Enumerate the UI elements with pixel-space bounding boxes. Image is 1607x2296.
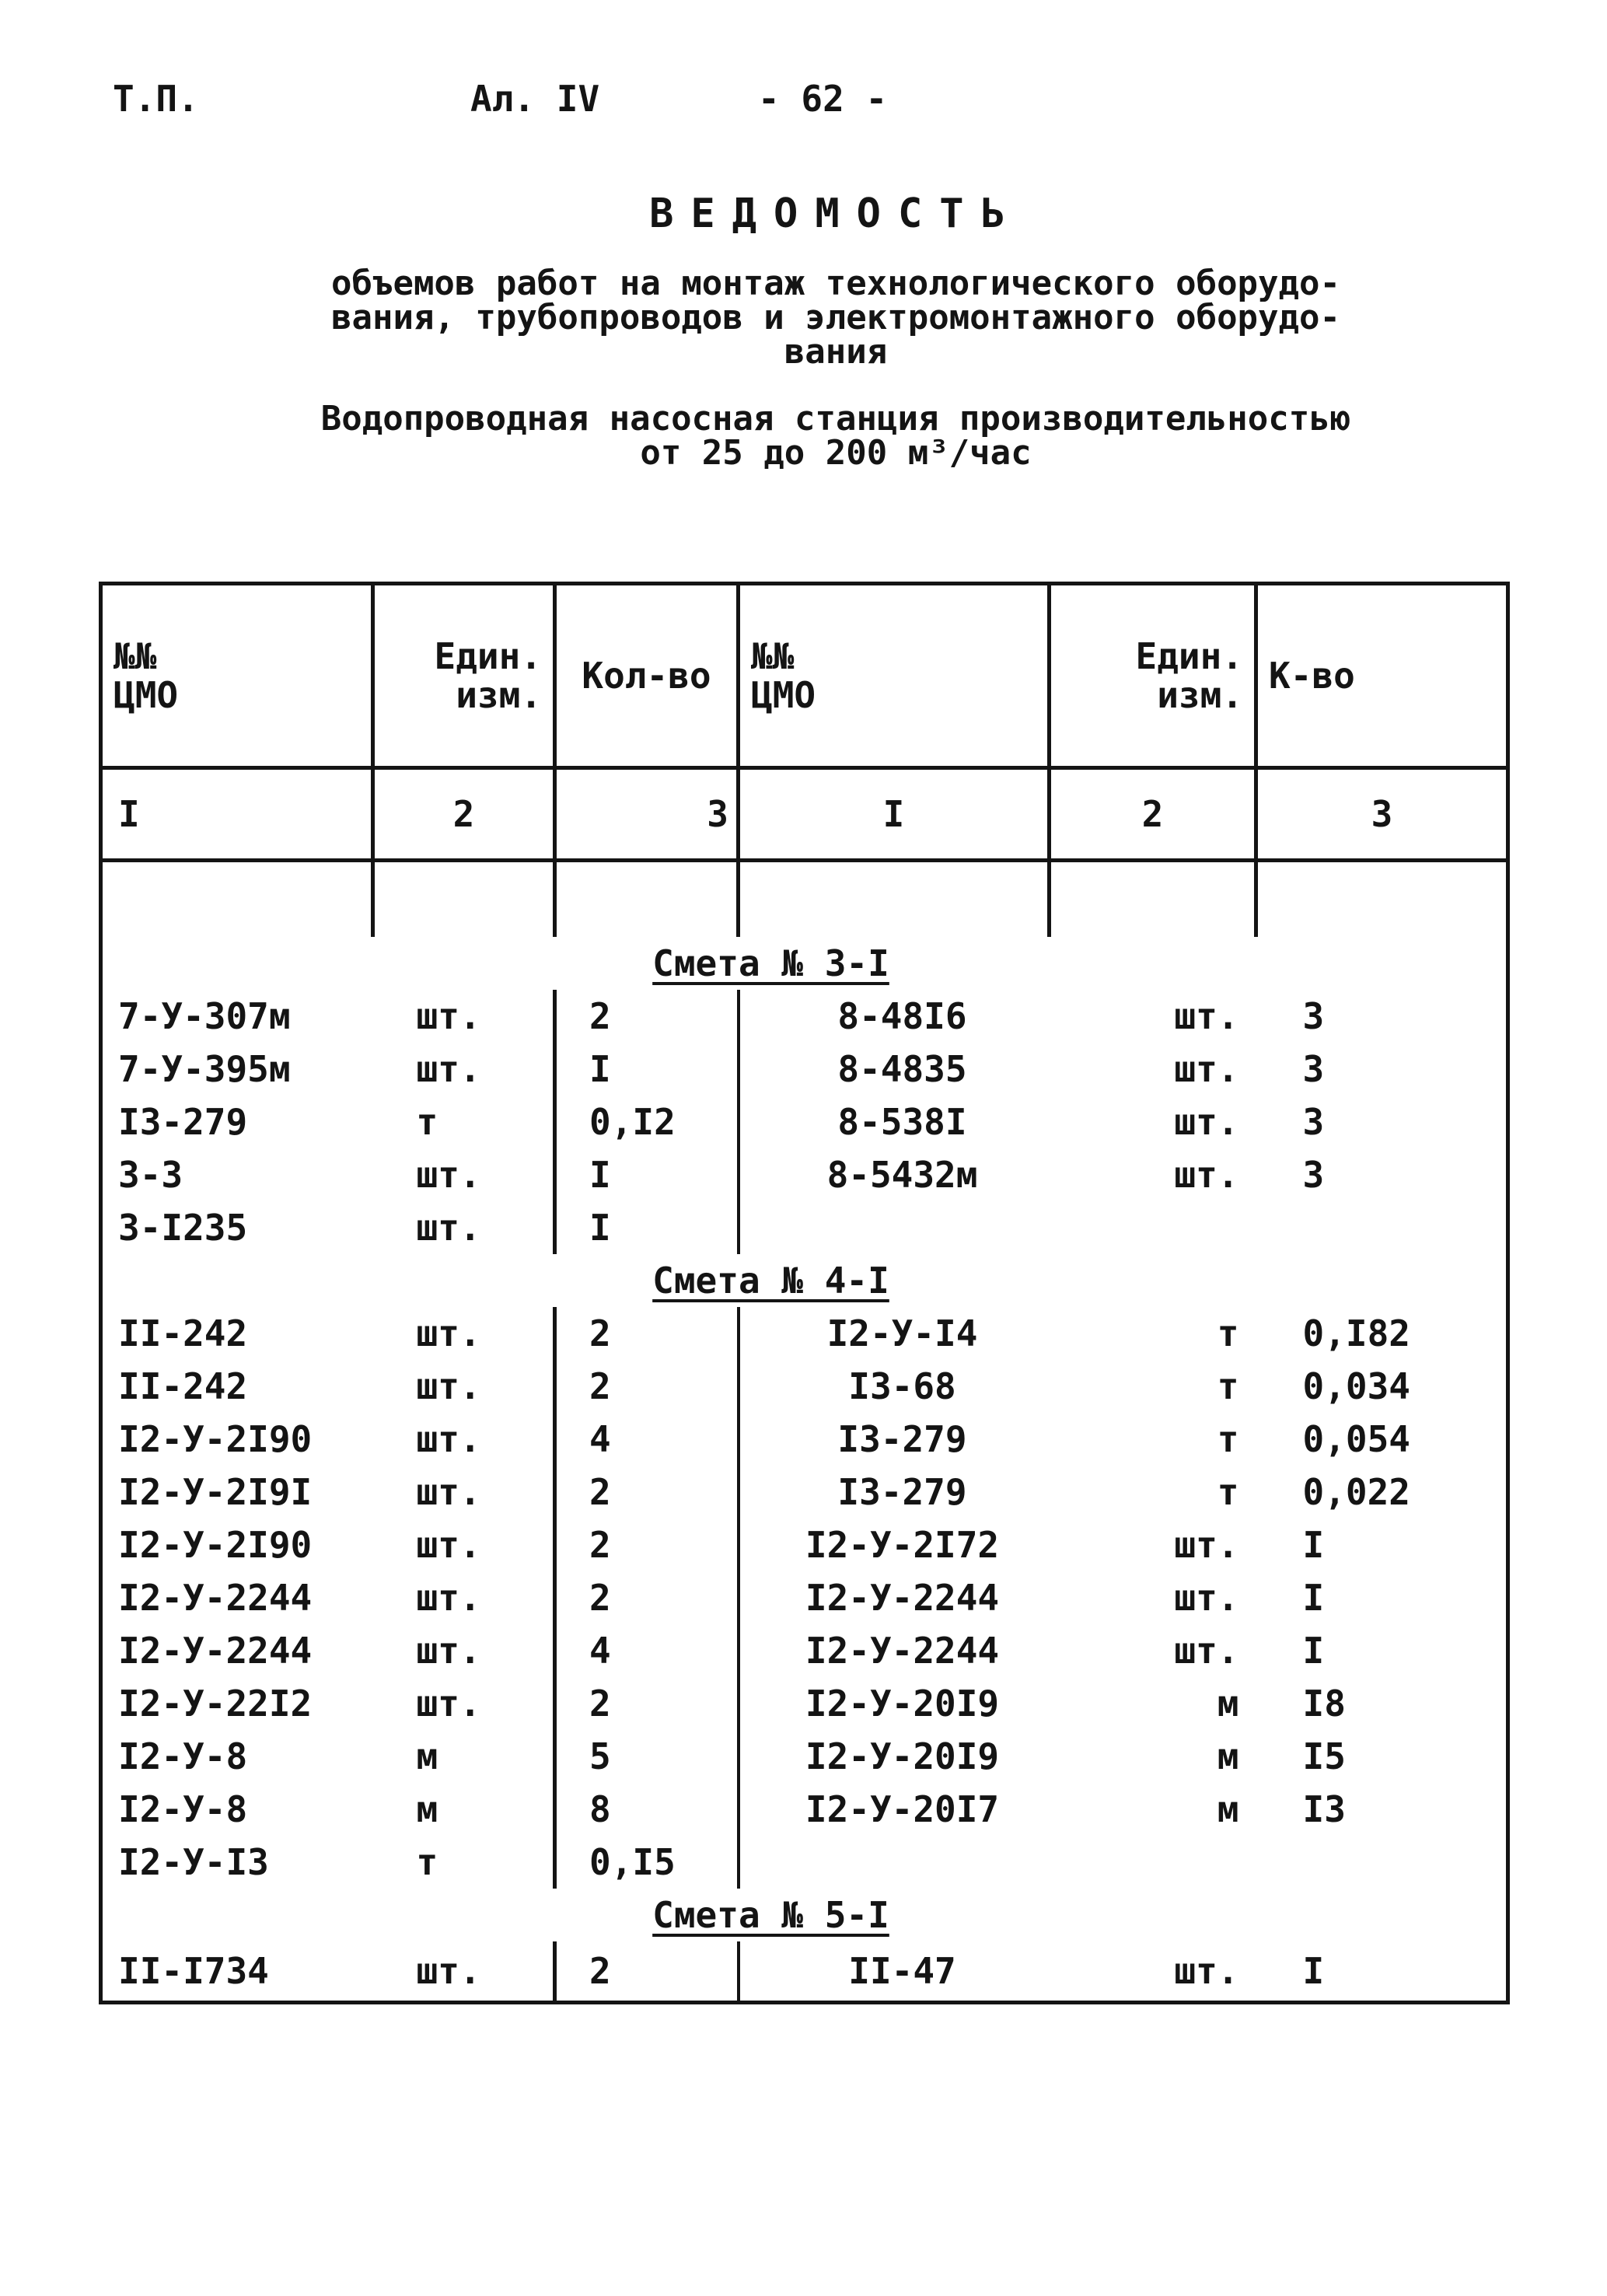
row-qty-right: I8 [1256, 1677, 1508, 1730]
table-row [101, 1466, 1508, 1518]
table-row [101, 1941, 1508, 2003]
row-qty-right: I [1256, 1518, 1508, 1571]
column-number: 3 [555, 768, 739, 861]
blank-cell [373, 861, 555, 938]
blank-cell [1050, 861, 1256, 938]
blank-cell [373, 937, 555, 990]
row-qty: 4 [555, 1413, 739, 1466]
subtitle-line: вания [784, 332, 888, 372]
table-row [101, 1836, 1508, 1889]
row-unit-right [1050, 1201, 1256, 1254]
column-number: I [101, 768, 373, 861]
section-title-row [101, 937, 1508, 990]
header-unit-right [1050, 584, 1256, 768]
blank-cell [1050, 1889, 1256, 1941]
blank-cell [373, 1254, 555, 1307]
blank-cell [101, 937, 373, 990]
row-unit-right: м [1217, 1788, 1239, 1830]
row-unit-right [1050, 1836, 1256, 1889]
album-number: Ал. IV [470, 78, 600, 120]
works-volume-table [99, 582, 1510, 2004]
row-code: 3-I235 [101, 1201, 373, 1254]
row-unit-right: т [1217, 1365, 1239, 1407]
row-unit: шт. [416, 1577, 481, 1619]
row-qty: 2 [555, 1307, 739, 1360]
table-row [101, 990, 1508, 1043]
row-qty-right: 0,034 [1256, 1360, 1508, 1413]
row-code-right: 8-48I6 [837, 995, 967, 1037]
blank-cell [1256, 937, 1508, 990]
header-code-right [739, 584, 1050, 768]
row-qty: 8 [555, 1783, 739, 1836]
header-label-line: №№ [751, 635, 795, 677]
blank-cell [1256, 1254, 1508, 1307]
row-unit: шт. [416, 1471, 481, 1513]
table-row [101, 1624, 1508, 1677]
row-qty-right: 0,022 [1256, 1466, 1508, 1518]
header-label-line: Един. [1135, 635, 1243, 677]
row-unit-right: шт. [1174, 995, 1239, 1037]
header-code [101, 584, 373, 768]
row-qty: 4 [555, 1624, 739, 1677]
row-qty-right: 3 [1256, 990, 1508, 1043]
row-unit: м [416, 1788, 438, 1830]
subtitle-line: вания, трубопроводов и электромонтажного оборудо- [330, 298, 1341, 337]
estimate-title: Смета № 5-I [652, 1894, 889, 1936]
section-title-row [101, 1254, 1508, 1307]
row-unit: шт. [416, 1630, 481, 1672]
row-qty: 5 [555, 1730, 739, 1783]
row-qty: 2 [555, 1571, 739, 1624]
row-unit-right: шт. [1174, 1048, 1239, 1090]
blank-cell [101, 1889, 373, 1941]
column-number: 2 [1050, 768, 1256, 861]
header-label-line: изм. [1157, 674, 1243, 716]
row-qty: 2 [555, 990, 739, 1043]
row-code-right: I2-У-20I9 [805, 1683, 1000, 1725]
blank-cell [101, 1254, 373, 1307]
row-unit: шт. [416, 1312, 481, 1354]
row-code: I2-У-2I90 [101, 1413, 373, 1466]
row-code: I2-У-2244 [101, 1571, 373, 1624]
row-code-right [739, 1836, 1050, 1889]
row-code-right: I2-У-20I9 [805, 1735, 1000, 1777]
row-code-right [739, 1201, 1050, 1254]
row-code: 7-У-307м [101, 990, 373, 1043]
header-label-line: ЦМО [751, 674, 816, 716]
column-number: 3 [1256, 768, 1508, 861]
row-unit: шт. [416, 1524, 481, 1566]
row-qty: I [555, 1148, 739, 1201]
row-code: I3-279 [101, 1096, 373, 1148]
section-title [555, 1889, 1050, 1941]
row-unit: т [416, 1101, 438, 1143]
table-row [101, 1096, 1508, 1148]
row-code: I2-У-8 [101, 1730, 373, 1783]
row-unit: м [416, 1735, 438, 1777]
row-code-right: I3-68 [848, 1365, 956, 1407]
row-unit: шт. [373, 1941, 555, 2003]
table-header-row [101, 584, 1508, 768]
row-unit-right: шт. [1174, 1154, 1239, 1196]
row-unit: шт. [416, 1207, 481, 1249]
section-title [555, 937, 1050, 990]
row-qty-right: 0,I82 [1256, 1307, 1508, 1360]
row-qty: 0,I2 [555, 1096, 739, 1148]
row-code: II-I734 [101, 1941, 373, 2003]
row-code-right: I3-279 [837, 1471, 967, 1513]
column-number: I [739, 768, 1050, 861]
row-unit-right: т [1217, 1471, 1239, 1513]
row-unit-right: т [1217, 1418, 1239, 1460]
row-code: I2-У-I3 [101, 1836, 373, 1889]
row-unit: шт. [416, 1418, 481, 1460]
row-code-right: I2-У-20I7 [805, 1788, 1000, 1830]
row-code: II-242 [101, 1360, 373, 1413]
series-code: Т.П. [113, 78, 199, 120]
row-qty-right: I [1256, 1941, 1508, 2003]
row-unit-right: м [1217, 1683, 1239, 1725]
row-code-right: I2-У-2I72 [805, 1524, 1000, 1566]
table-body [101, 861, 1508, 2003]
row-qty: 2 [555, 1518, 739, 1571]
row-qty: 0,I5 [555, 1836, 739, 1889]
estimate-title: Смета № 3-I [652, 942, 889, 984]
header-qty-right: К-во [1256, 584, 1508, 768]
section-title-row [101, 1889, 1508, 1941]
row-qty: 2 [555, 1677, 739, 1730]
table-row [101, 1571, 1508, 1624]
station-line: от 25 до 200 м³/час [640, 433, 1032, 473]
row-code-right: II-47 [739, 1941, 1050, 2003]
row-code: 7-У-395м [101, 1043, 373, 1096]
page-header [113, 78, 1046, 140]
row-code-right: I2-У-I4 [826, 1312, 978, 1354]
row-unit: т [416, 1841, 438, 1883]
row-code-right: 8-4835 [837, 1048, 967, 1090]
blank-cell [101, 861, 373, 938]
header-label-line: Един. [434, 635, 542, 677]
header-label-line: изм. [456, 674, 542, 716]
row-code: I2-У-2244 [101, 1624, 373, 1677]
blank-cell [1256, 861, 1508, 938]
page-number: - 62 - [758, 78, 888, 120]
row-unit-right: шт. [1174, 1101, 1239, 1143]
blank-cell [373, 1889, 555, 1941]
blank-cell [555, 861, 739, 938]
table-row [101, 1043, 1508, 1096]
row-qty: I [555, 1201, 739, 1254]
row-code-right: I2-У-2244 [805, 1630, 1000, 1672]
blank-cell [1256, 1889, 1508, 1941]
row-code-right: I2-У-2244 [805, 1577, 1000, 1619]
row-code-right: 8-538I [837, 1101, 967, 1143]
row-qty-right [1256, 1201, 1508, 1254]
header-label-line: ЦМО [114, 674, 179, 716]
row-code: I2-У-2I9I [101, 1466, 373, 1518]
document-subtitle [194, 264, 1477, 372]
row-code: 3-3 [101, 1148, 373, 1201]
estimate-title: Смета № 4-I [652, 1260, 889, 1302]
row-qty-right: I5 [1256, 1730, 1508, 1783]
table-row [101, 1677, 1508, 1730]
row-unit-right: шт. [1174, 1524, 1239, 1566]
row-qty: 2 [555, 1466, 739, 1518]
column-number: 2 [373, 768, 555, 861]
row-code: I2-У-22I2 [101, 1677, 373, 1730]
station-line: Водопроводная насосная станция производительностью [320, 399, 1351, 439]
table-row [101, 1201, 1508, 1254]
blank-cell [739, 861, 1050, 938]
table-row [101, 1307, 1508, 1360]
row-code-right: 8-5432м [826, 1154, 978, 1196]
row-qty: I [555, 1043, 739, 1096]
row-qty-right: 0,054 [1256, 1413, 1508, 1466]
row-unit-right: шт. [1174, 1630, 1239, 1672]
blank-cell [1050, 937, 1256, 990]
row-qty-right: I3 [1256, 1783, 1508, 1836]
row-qty-right: I [1256, 1571, 1508, 1624]
row-unit: шт. [416, 1154, 481, 1196]
row-unit: шт. [416, 1048, 481, 1090]
row-unit-right: шт. [1050, 1941, 1256, 2003]
station-description [194, 399, 1477, 473]
row-code: I2-У-2I90 [101, 1518, 373, 1571]
row-unit-right: т [1217, 1312, 1239, 1354]
table-row [101, 1413, 1508, 1466]
spacer-row [101, 861, 1508, 938]
row-code: II-242 [101, 1307, 373, 1360]
table-row [101, 1148, 1508, 1201]
row-unit: шт. [416, 995, 481, 1037]
section-title [555, 1254, 1050, 1307]
row-qty: 2 [555, 1941, 739, 2003]
table-row [101, 1518, 1508, 1571]
header-qty: Кол-во [555, 584, 739, 768]
row-code-right: I3-279 [837, 1418, 967, 1460]
row-unit-right: м [1217, 1735, 1239, 1777]
row-unit-right: шт. [1174, 1577, 1239, 1619]
row-qty: 2 [555, 1360, 739, 1413]
row-qty-right [1256, 1836, 1508, 1889]
row-code: I2-У-8 [101, 1783, 373, 1836]
title-block [194, 190, 1477, 473]
row-unit: шт. [416, 1365, 481, 1407]
row-qty-right: I [1256, 1624, 1508, 1677]
row-unit: шт. [416, 1683, 481, 1725]
row-qty-right: 3 [1256, 1096, 1508, 1148]
subtitle-line: объемов работ на монтаж технологического оборудо- [330, 264, 1341, 303]
row-qty-right: 3 [1256, 1043, 1508, 1096]
table-row [101, 1730, 1508, 1783]
document-title: ВЕДОМОСТЬ [649, 190, 1022, 237]
table-row [101, 1783, 1508, 1836]
table-row [101, 1360, 1508, 1413]
row-qty-right: 3 [1256, 1148, 1508, 1201]
header-label-line: №№ [114, 635, 157, 677]
blank-cell [1050, 1254, 1256, 1307]
column-number-row [101, 768, 1508, 861]
header-unit [373, 584, 555, 768]
